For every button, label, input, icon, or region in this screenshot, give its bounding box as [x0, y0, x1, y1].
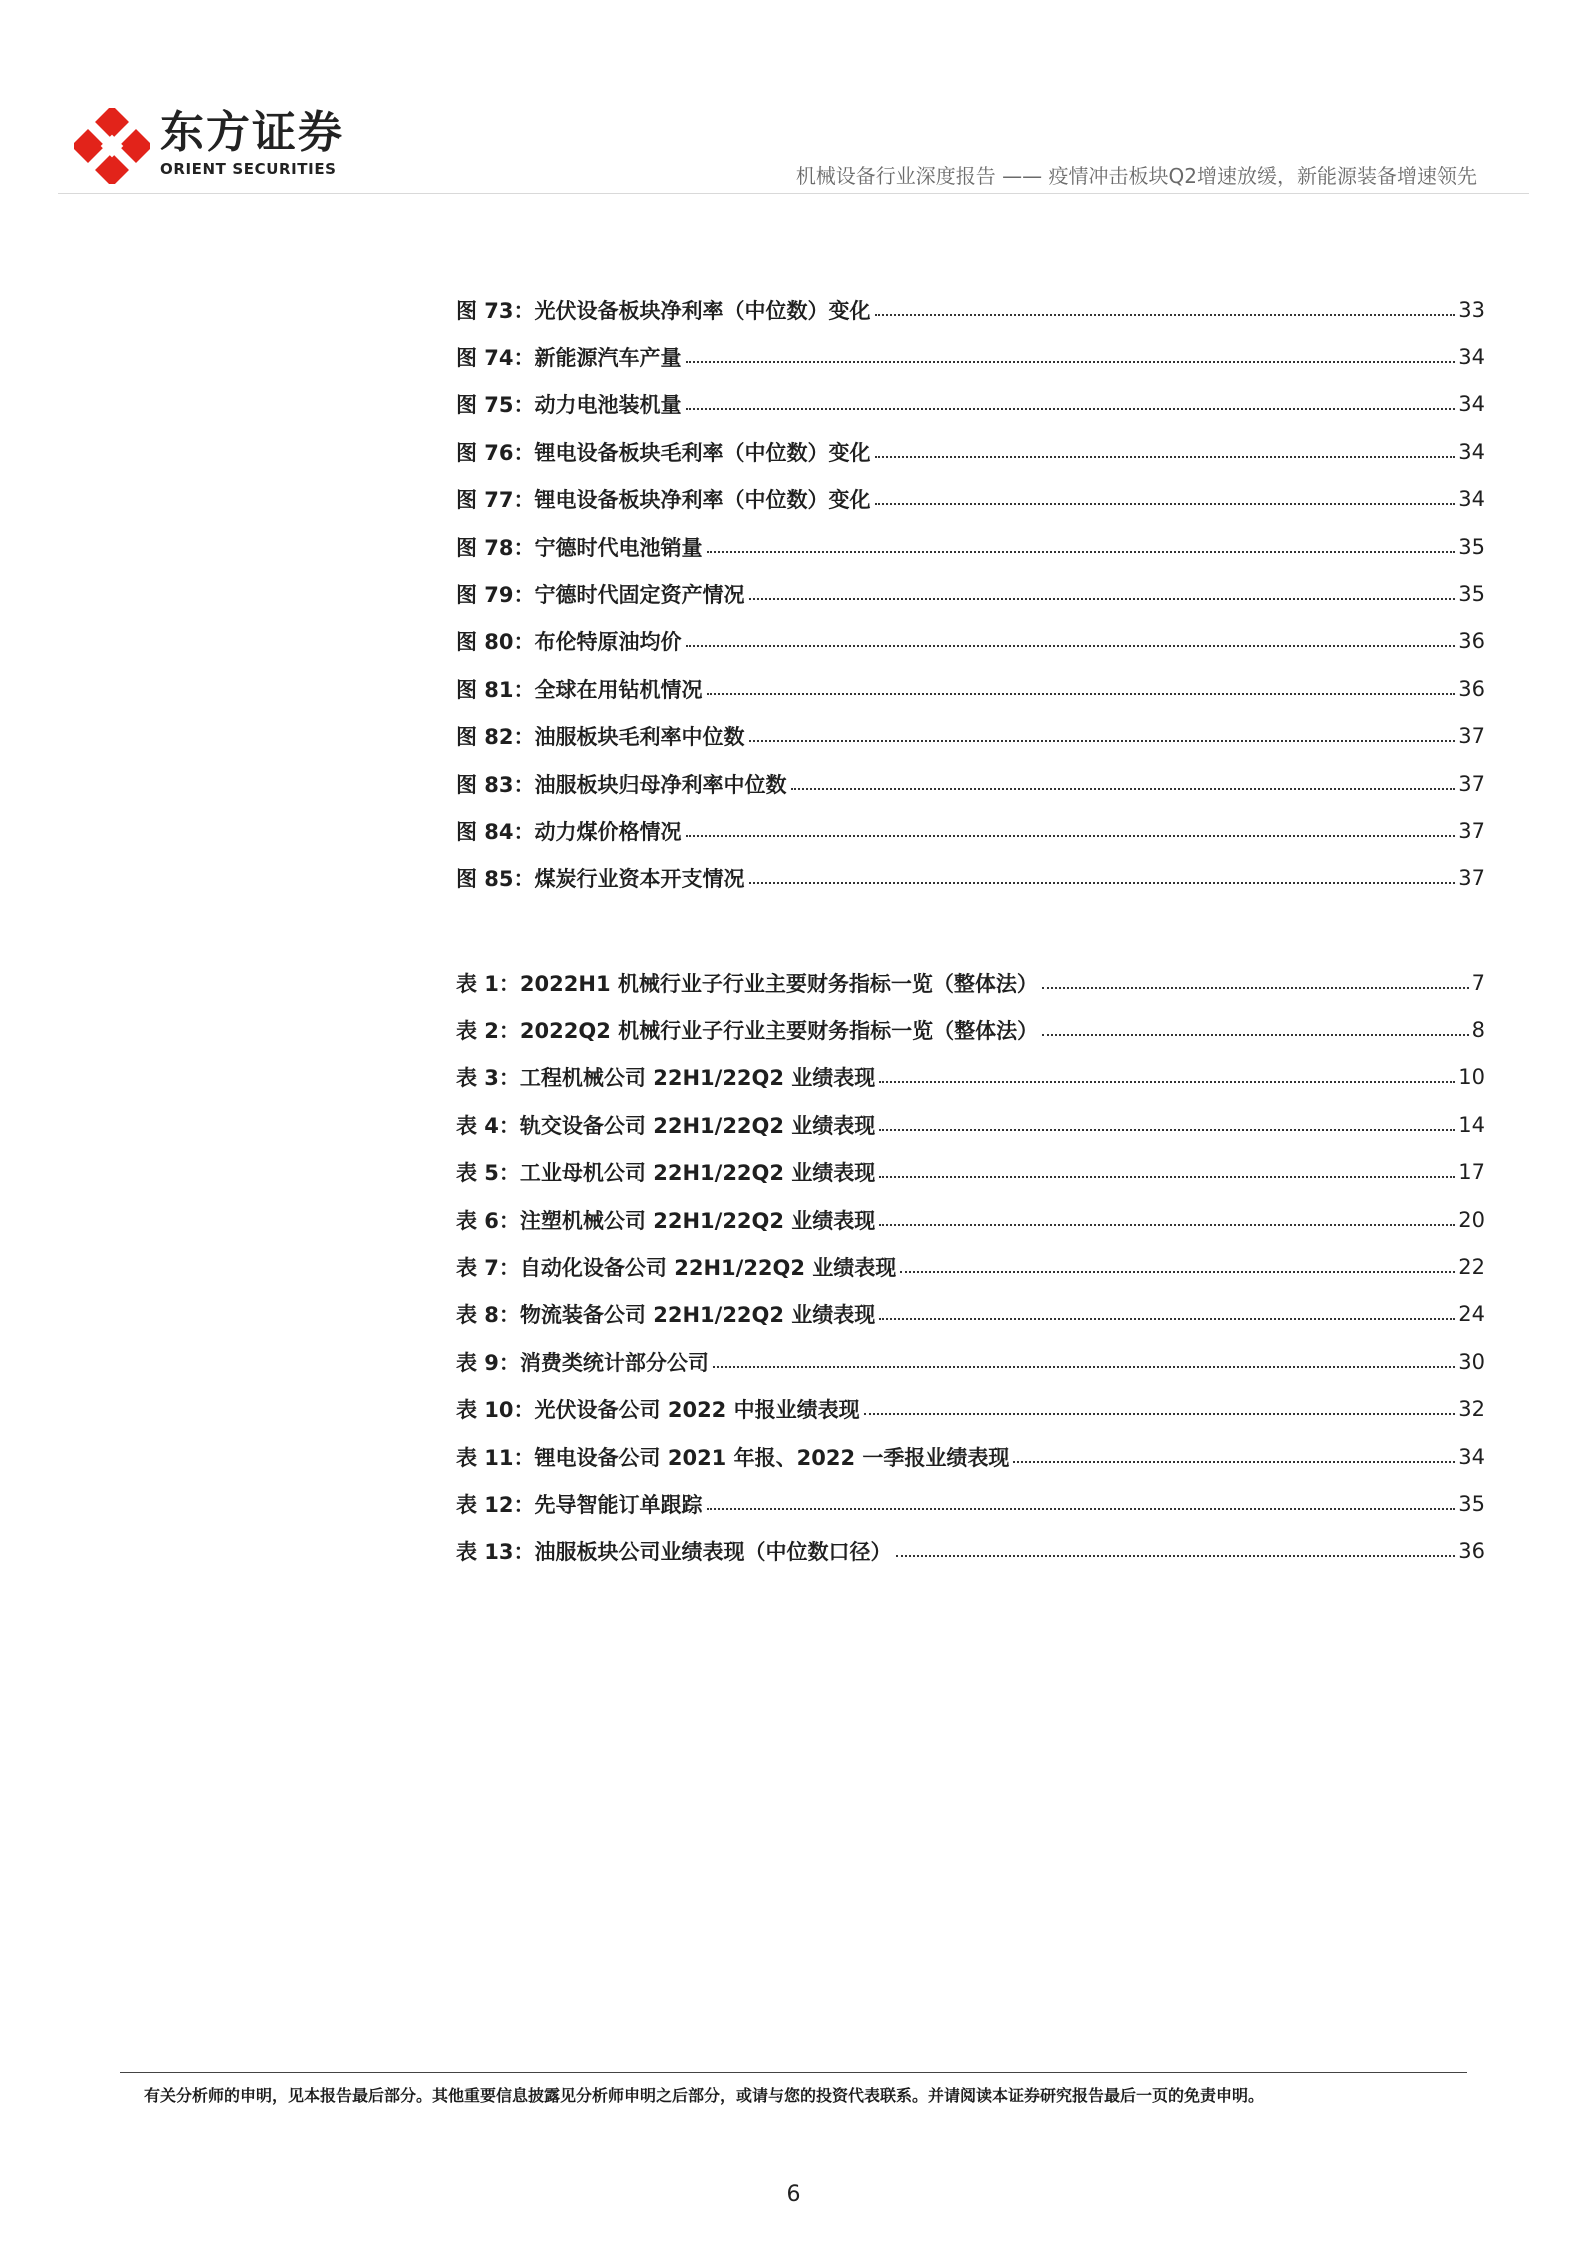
- toc-entry-page: 37: [1458, 724, 1485, 749]
- toc-entry[interactable]: [456, 476, 1485, 523]
- toc-entry-label: 图 81：全球在用钻机情况: [456, 677, 703, 702]
- toc-entry[interactable]: [456, 807, 1485, 854]
- dot-leader: [707, 1508, 1456, 1510]
- toc-entry-page: 36: [1458, 629, 1485, 654]
- toc-entry-label: 表 10：光伏设备公司 2022 中报业绩表现: [456, 1398, 860, 1423]
- toc-entry[interactable]: [456, 333, 1485, 380]
- dot-leader: [707, 693, 1456, 695]
- dot-leader: [707, 551, 1456, 553]
- dot-leader: [686, 645, 1456, 647]
- toc-entry-label: 图 80：布伦特原油均价: [456, 630, 682, 655]
- toc-entry-page: 35: [1458, 1491, 1485, 1516]
- toc-entry-page: 34: [1458, 345, 1485, 370]
- dot-leader: [879, 1129, 1455, 1131]
- toc-entry-label: 图 77：锂电设备板块净利率（中位数）变化: [456, 488, 871, 513]
- toc-entry[interactable]: [456, 523, 1485, 570]
- toc-entry-page: 34: [1458, 439, 1485, 464]
- orient-securities-logo-icon: [74, 108, 150, 184]
- dot-leader: [686, 835, 1456, 837]
- toc-entry-page: 34: [1458, 487, 1485, 512]
- toc-entry[interactable]: [456, 1196, 1485, 1243]
- toc-entry[interactable]: [456, 760, 1485, 807]
- toc-entry-page: 35: [1458, 582, 1485, 607]
- dot-leader: [686, 361, 1456, 363]
- toc-entry[interactable]: [456, 1101, 1485, 1148]
- dot-leader: [1042, 1034, 1468, 1036]
- toc-entry-label: 图 76：锂电设备板块毛利率（中位数）变化: [456, 440, 871, 465]
- toc-entry-label: 图 79：宁德时代固定资产情况: [456, 583, 745, 608]
- toc-entry-label: 表 11：锂电设备公司 2021 年报、2022 一季报业绩表现: [456, 1445, 1010, 1470]
- footer-divider: [120, 2072, 1467, 2073]
- toc-entry-page: 10: [1458, 1065, 1485, 1090]
- toc-entry-label: 图 74：新能源汽车产量: [456, 346, 682, 371]
- toc-entry-page: 32: [1458, 1397, 1485, 1422]
- toc-entry-page: 7: [1471, 970, 1485, 995]
- toc-entry-page: 20: [1458, 1207, 1485, 1232]
- toc-entry[interactable]: [456, 618, 1485, 665]
- toc-entry-label: 表 6：注塑机械公司 22H1/22Q2 业绩表现: [456, 1208, 876, 1233]
- toc-entry-label: 表 12：先导智能订单跟踪: [456, 1492, 703, 1517]
- toc-entry-page: 34: [1458, 392, 1485, 417]
- toc-entry-page: 24: [1458, 1302, 1485, 1327]
- toc-entry[interactable]: [456, 959, 1485, 1006]
- toc-entry-label: 图 73：光伏设备板块净利率（中位数）变化: [456, 298, 871, 323]
- toc-entry-page: 22: [1458, 1255, 1485, 1280]
- dot-leader: [864, 1413, 1456, 1415]
- dot-leader: [879, 1176, 1455, 1178]
- toc-entry-page: 14: [1458, 1112, 1485, 1137]
- toc-entry-label: 图 84：动力煤价格情况: [456, 819, 682, 844]
- toc-entry[interactable]: [456, 855, 1485, 902]
- toc-entry-page: 37: [1458, 818, 1485, 843]
- header-divider: [58, 193, 1529, 194]
- toc-entry-page: 36: [1458, 1539, 1485, 1564]
- toc-entry[interactable]: [456, 1338, 1485, 1385]
- toc-entry[interactable]: [456, 1054, 1485, 1101]
- toc-entry[interactable]: [456, 713, 1485, 760]
- toc-entry-label: 图 83：油服板块归母净利率中位数: [456, 772, 787, 797]
- toc-entry[interactable]: [456, 381, 1485, 428]
- toc-entry[interactable]: [456, 1149, 1485, 1196]
- toc-entry-label: 图 75：动力电池装机量: [456, 393, 682, 418]
- toc-entry-label: 表 4：轨交设备公司 22H1/22Q2 业绩表现: [456, 1113, 876, 1138]
- toc-entry-page: 35: [1458, 534, 1485, 559]
- toc-entry-label: 图 85：煤炭行业资本开支情况: [456, 867, 745, 892]
- toc-entry[interactable]: [456, 665, 1485, 712]
- figure-list: [456, 286, 1485, 902]
- toc-entry[interactable]: [456, 1386, 1485, 1433]
- toc-entry[interactable]: [456, 1006, 1485, 1053]
- dot-leader: [879, 1318, 1455, 1320]
- toc-entry[interactable]: [456, 286, 1485, 333]
- toc-entry-label: 表 7：自动化设备公司 22H1/22Q2 业绩表现: [456, 1256, 897, 1281]
- toc-entry[interactable]: [456, 1528, 1485, 1575]
- dot-leader: [896, 1555, 1456, 1557]
- toc-entry[interactable]: [456, 1291, 1485, 1338]
- toc-entry-label: 表 3：工程机械公司 22H1/22Q2 业绩表现: [456, 1066, 876, 1091]
- dot-leader: [791, 788, 1456, 790]
- toc-entry-page: 37: [1458, 771, 1485, 796]
- dot-leader: [1042, 987, 1469, 989]
- dot-leader: [875, 314, 1456, 316]
- toc-entry[interactable]: [456, 1480, 1485, 1527]
- toc-entry-label: 表 9：消费类统计部分公司: [456, 1350, 709, 1375]
- dot-leader: [900, 1271, 1455, 1273]
- toc-entry-label: 表 2：2022Q2 机械行业子行业主要财务指标一览（整体法）: [456, 1019, 1039, 1044]
- dot-leader: [875, 456, 1456, 458]
- toc-entry-page: 30: [1458, 1349, 1485, 1374]
- report-title: 机械设备行业深度报告 —— 疫情冲击板块Q2增速放缓，新能源装备增速领先: [795, 164, 1477, 188]
- toc-entry-page: 36: [1458, 676, 1485, 701]
- dot-leader: [875, 503, 1456, 505]
- dot-leader: [749, 740, 1456, 742]
- brand-name-en: ORIENT SECURITIES: [160, 160, 337, 178]
- toc-entry-label: 表 5：工业母机公司 22H1/22Q2 业绩表现: [456, 1161, 876, 1186]
- toc-entry-label: 表 13：油服板块公司业绩表现（中位数口径）: [456, 1540, 892, 1565]
- toc-entry-label: 图 82：油服板块毛利率中位数: [456, 725, 745, 750]
- dot-leader: [749, 598, 1456, 600]
- brand-name-cn: 东方证券: [160, 107, 344, 158]
- dot-leader: [686, 408, 1456, 410]
- toc-entry-page: 34: [1458, 1444, 1485, 1469]
- table-list: [456, 959, 1485, 1575]
- toc-entry-label: 表 8：物流装备公司 22H1/22Q2 业绩表现: [456, 1303, 876, 1328]
- toc-entry[interactable]: [456, 428, 1485, 475]
- toc-entry-page: 8: [1471, 1018, 1485, 1043]
- toc-entry[interactable]: [456, 570, 1485, 617]
- toc-entry[interactable]: [456, 1433, 1485, 1480]
- toc-entry-page: 33: [1458, 297, 1485, 322]
- toc-entry-label: 表 1：2022H1 机械行业子行业主要财务指标一览（整体法）: [456, 971, 1038, 996]
- dot-leader: [1013, 1461, 1455, 1463]
- toc-entry-page: 17: [1458, 1160, 1485, 1185]
- toc-entry-label: 图 78：宁德时代电池销量: [456, 535, 703, 560]
- dot-leader: [879, 1081, 1455, 1083]
- disclaimer-text: 有关分析师的申明，见本报告最后部分。其他重要信息披露见分析师申明之后部分，或请与您的投资代表联系。并请阅读本证券研究报告最后一页的免责申明。: [144, 2086, 1265, 2105]
- dot-leader: [713, 1366, 1455, 1368]
- toc-entry[interactable]: [456, 1243, 1485, 1290]
- dot-leader: [879, 1224, 1455, 1226]
- page-number: 6: [786, 2182, 801, 2207]
- toc-entry-page: 37: [1458, 866, 1485, 891]
- dot-leader: [749, 882, 1456, 884]
